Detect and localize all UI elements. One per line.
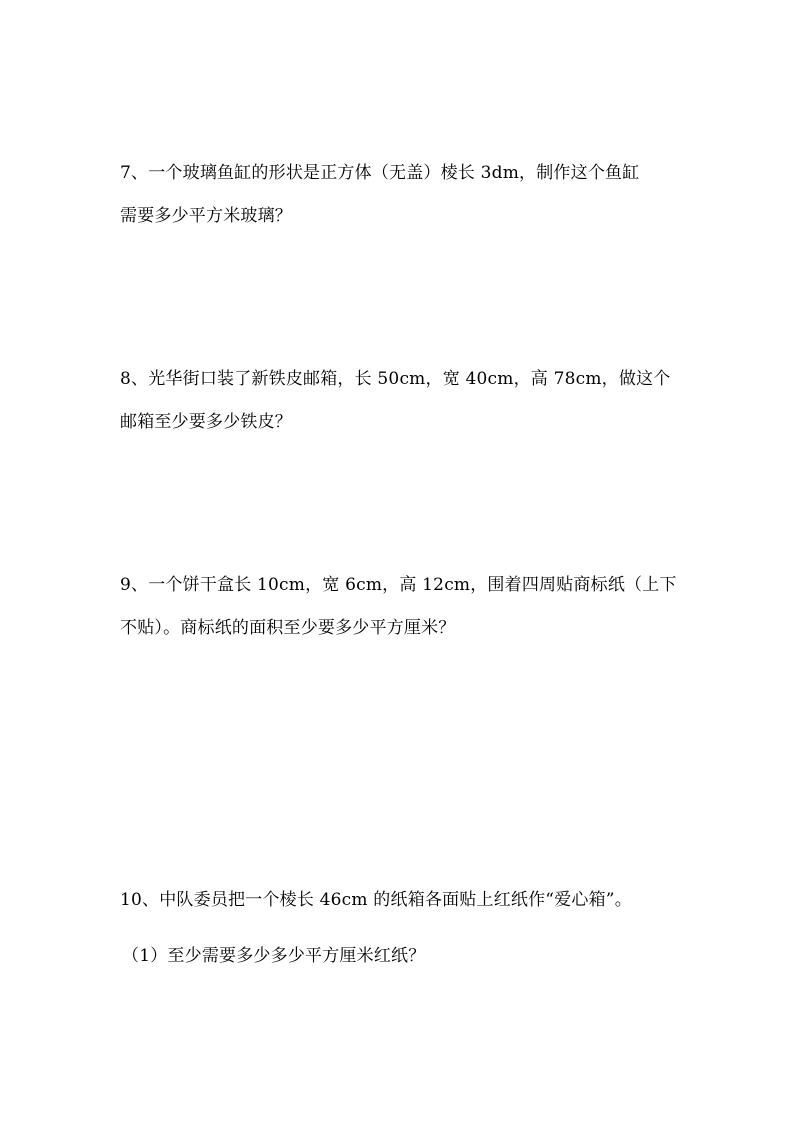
question-7-line-1: 7、一个玻璃鱼缸的形状是正方体（无盖）棱长 3dm，制作这个鱼缸 — [120, 163, 640, 183]
question-9-line-2: 不贴）。商标纸的面积至少要多少平方厘米？ — [120, 618, 456, 638]
question-8-line-1: 8、光华街口装了新铁皮邮箱，长 50cm，宽 40cm，高 78cm，做这个 — [120, 369, 671, 389]
question-10-line-1: 10、中队委员把一个棱长 46cm 的纸箱各面贴上红纸作“爱心箱”。 — [120, 890, 632, 910]
question-7-line-2: 需要多少平方米玻璃？ — [120, 206, 292, 226]
question-9-line-1: 9、一个饼干盒长 10cm，宽 6cm，高 12cm，围着四周贴商标纸（上下 — [120, 575, 677, 595]
question-10-subquestion-1: （1）至少需要多少多少平方厘米红纸？ — [122, 946, 426, 966]
question-8-line-2: 邮箱至少要多少铁皮？ — [120, 412, 292, 432]
